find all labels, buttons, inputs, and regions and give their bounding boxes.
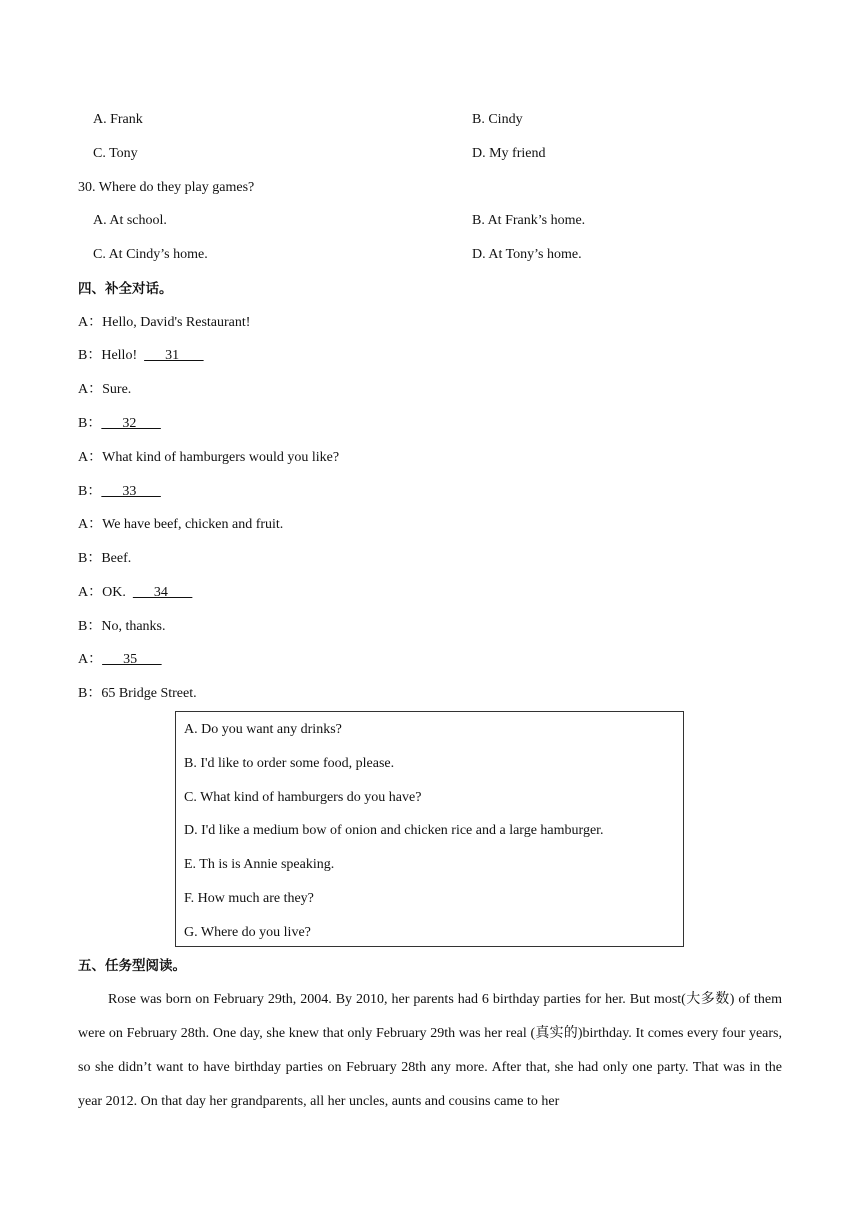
dialogue-speaker: B： <box>78 551 102 566</box>
reading-passage <box>78 983 782 1119</box>
dialogue-text: What kind of hamburgers would you like? <box>102 450 340 465</box>
q30-option-d: D. At Tony’s home. <box>472 247 582 262</box>
dialogue-speaker: A： <box>78 517 103 532</box>
passage-paragraph: Rose was born on February 29th, 2004. By 2010, her parents had 6 birthday parties for her. But most(大多数) of them were on February 28th. One day, she knew that only February 29th was her real (真实的)birthday. It comes every four years, so she didn’t want to have birthday parties on February 28th any more. After that, she had only one party. That was in the year 2012. On that day her grandparents, all her uncles, aunts and cousins came to her <box>78 992 782 1109</box>
options-box <box>175 711 684 947</box>
section4-heading: 四、补全对话。 <box>78 281 173 297</box>
dialogue-text: Hello, David's Restaurant! <box>102 315 251 330</box>
q29-option-b: B. Cindy <box>472 112 523 127</box>
dialogue-line <box>78 516 283 534</box>
dialogue-speaker: B： <box>78 619 102 634</box>
dialogue-line <box>78 347 204 365</box>
dialogue-text: 65 Bridge Street. <box>101 686 197 701</box>
dialogue-line <box>78 449 339 467</box>
dialogue-text: OK. <box>102 585 133 600</box>
dialogue-speaker: A： <box>78 382 103 397</box>
q29-option-a: A. Frank <box>93 112 143 127</box>
q29-option-d: D. My friend <box>472 146 546 161</box>
dialogue-speaker: B： <box>78 348 102 363</box>
dialogue-line <box>78 584 192 602</box>
dialogue-text: We have beef, chicken and fruit. <box>102 517 284 532</box>
option-c: C. What kind of hamburgers do you have? <box>184 790 422 805</box>
dialogue-speaker: A： <box>78 585 103 600</box>
q30-option-b: B. At Frank’s home. <box>472 213 586 228</box>
answer-blank-34: 34 <box>132 585 193 600</box>
dialogue-speaker: A： <box>78 315 103 330</box>
dialogue-line <box>78 651 162 669</box>
answer-blank-32: 32 <box>101 416 161 431</box>
q29-option-c: C. Tony <box>93 146 138 161</box>
dialogue-speaker: B： <box>78 686 102 701</box>
dialogue-speaker: B： <box>78 416 102 431</box>
option-d: D. I'd like a medium bow of onion and chicken rice and a large hamburger. <box>184 823 604 838</box>
dialogue-line <box>78 550 131 568</box>
option-b: B. I'd like to order some food, please. <box>184 756 395 771</box>
dialogue-line <box>78 381 131 399</box>
dialogue-text: Beef. <box>101 551 132 566</box>
dialogue-line <box>78 685 197 703</box>
section5-heading: 五、任务型阅读。 <box>78 958 186 974</box>
q30-question: 30. Where do they play games? <box>78 180 255 195</box>
dialogue-line <box>78 483 161 501</box>
answer-blank-35: 35 <box>102 652 162 667</box>
dialogue-speaker: A： <box>78 652 103 667</box>
option-a: A. Do you want any drinks? <box>184 722 342 737</box>
dialogue-line <box>78 618 166 636</box>
option-e: E. Th is is Annie speaking. <box>184 857 335 872</box>
option-g: G. Where do you live? <box>184 925 311 940</box>
dialogue-text: No, thanks. <box>101 619 166 634</box>
q30-option-a: A. At school. <box>93 213 167 228</box>
answer-blank-33: 33 <box>101 484 161 499</box>
dialogue-speaker: A： <box>78 450 103 465</box>
q30-option-c: C. At Cindy’s home. <box>93 247 208 262</box>
dialogue-line <box>78 415 161 433</box>
dialogue-speaker: B： <box>78 484 102 499</box>
answer-blank-31: 31 <box>144 348 204 363</box>
option-f: F. How much are they? <box>184 891 314 906</box>
dialogue-line <box>78 314 250 332</box>
dialogue-text: Sure. <box>102 382 132 397</box>
dialogue-text: Hello! <box>101 348 145 363</box>
